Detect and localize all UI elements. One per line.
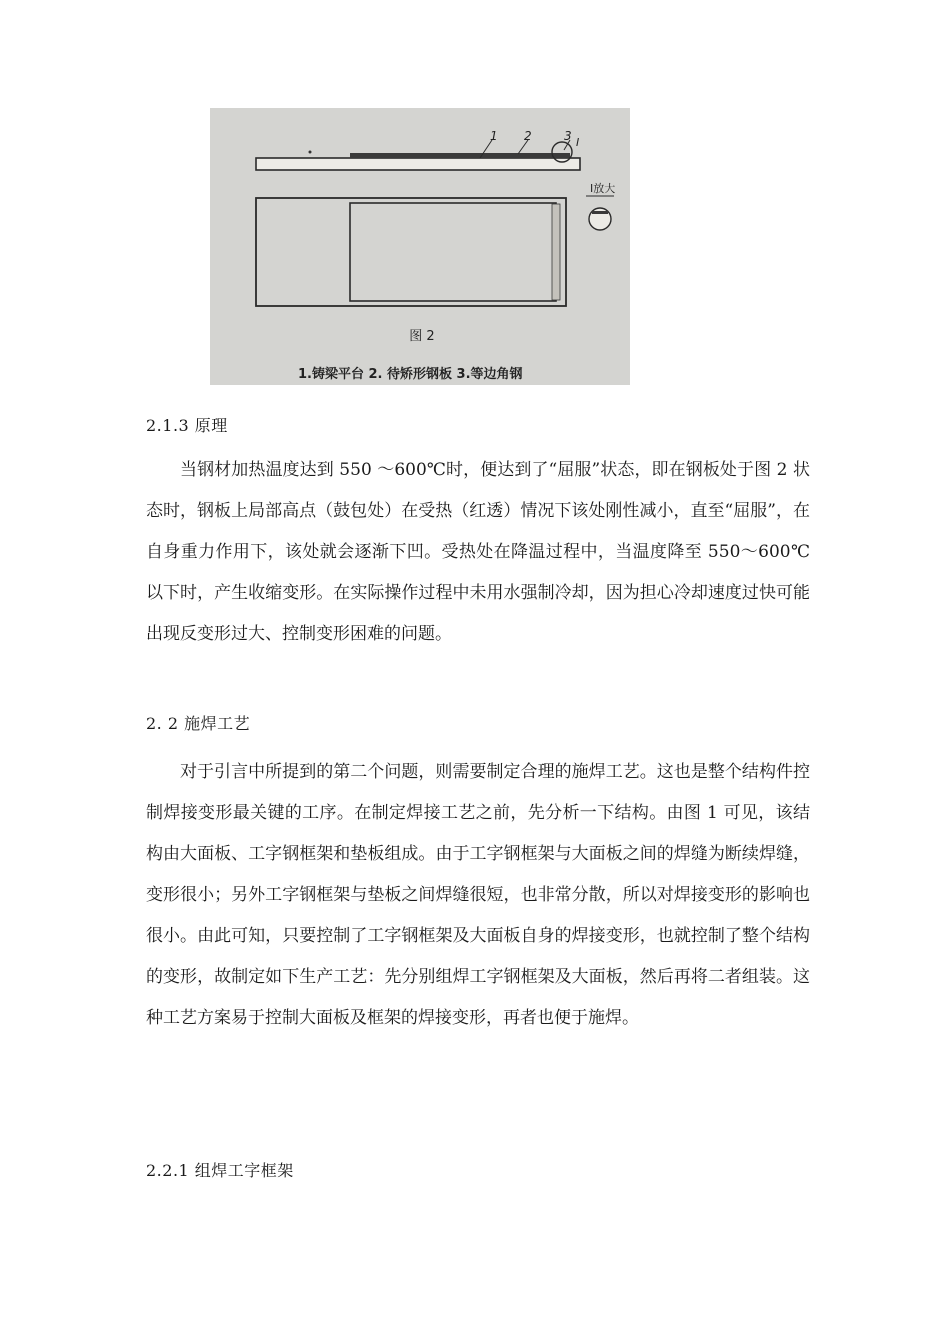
section-2-1-3-heading: 2.1.3 原理 <box>146 416 228 435</box>
platform-bar <box>256 158 580 170</box>
callout-2: 2 <box>524 129 532 143</box>
section-2-2-paragraph: 对于引言中所提到的第二个问题，则需要制定合理的施焊工艺。这也是整个结构件控制焊接变形最关键的工序。在制定焊接工艺之前，先分析一下结构。由图 1 可见，该结构由大面板、工字钢框架和垫板组成。由于工字钢框架与大面板之间的焊缝为断续焊缝，变形很小；另外工字钢框架与垫板之间焊缝很短，也非常分散，所以对焊接变形的影响也很小。由此可知，只要控制了工字钢框架及大面板自身的焊接变形，也就控制了整个结构的变形，故制定如下生产工艺：先分别组焊工字钢框架及大面板，然后再将二者组装。这种工艺方案易于控制大面板及框架的焊接变形，再者也便于施焊。 <box>146 762 810 1028</box>
detail-plate <box>592 211 608 214</box>
plate-plan <box>350 203 556 301</box>
mark-dot <box>309 151 312 154</box>
detail-label: I放大 <box>590 182 616 195</box>
section-2-1-3-paragraph: 当钢材加热温度达到 550 ～600℃时，便达到了“屈服”状态，即在钢板处于图 2 状态时，钢板上局部高点（鼓包处）在受热（红透）情况下该处刚性减小，直至“屈服”，在自身重力作用下，该处就会逐渐下凹。受热处在降温过程中，当温度降至 550～600℃以下时，产生收缩变形。在实际操作过程中未用水强制冷却，因为担心冷却速度过快可能出现反变形过大、控制变形困难的问题。 <box>146 460 810 644</box>
callout-i: I <box>576 136 580 149</box>
plate-strip <box>350 153 570 158</box>
figure-2-image <box>210 108 630 385</box>
figure-2-drawing <box>210 108 630 385</box>
platform-plan <box>256 198 566 306</box>
figure-legend: 1.铸梁平台 2. 待矫形钢板 3.等边角钢 <box>298 367 523 382</box>
angle-steel <box>552 204 560 300</box>
section-2-2-heading: 2. 2 施焊工艺 <box>146 714 251 733</box>
callout-3: 3 <box>564 129 572 143</box>
figure-caption: 图 2 <box>409 329 435 344</box>
callout-1: 1 <box>490 129 498 143</box>
section-2-2-1-heading: 2.2.1 组焊工字框架 <box>146 1161 294 1180</box>
